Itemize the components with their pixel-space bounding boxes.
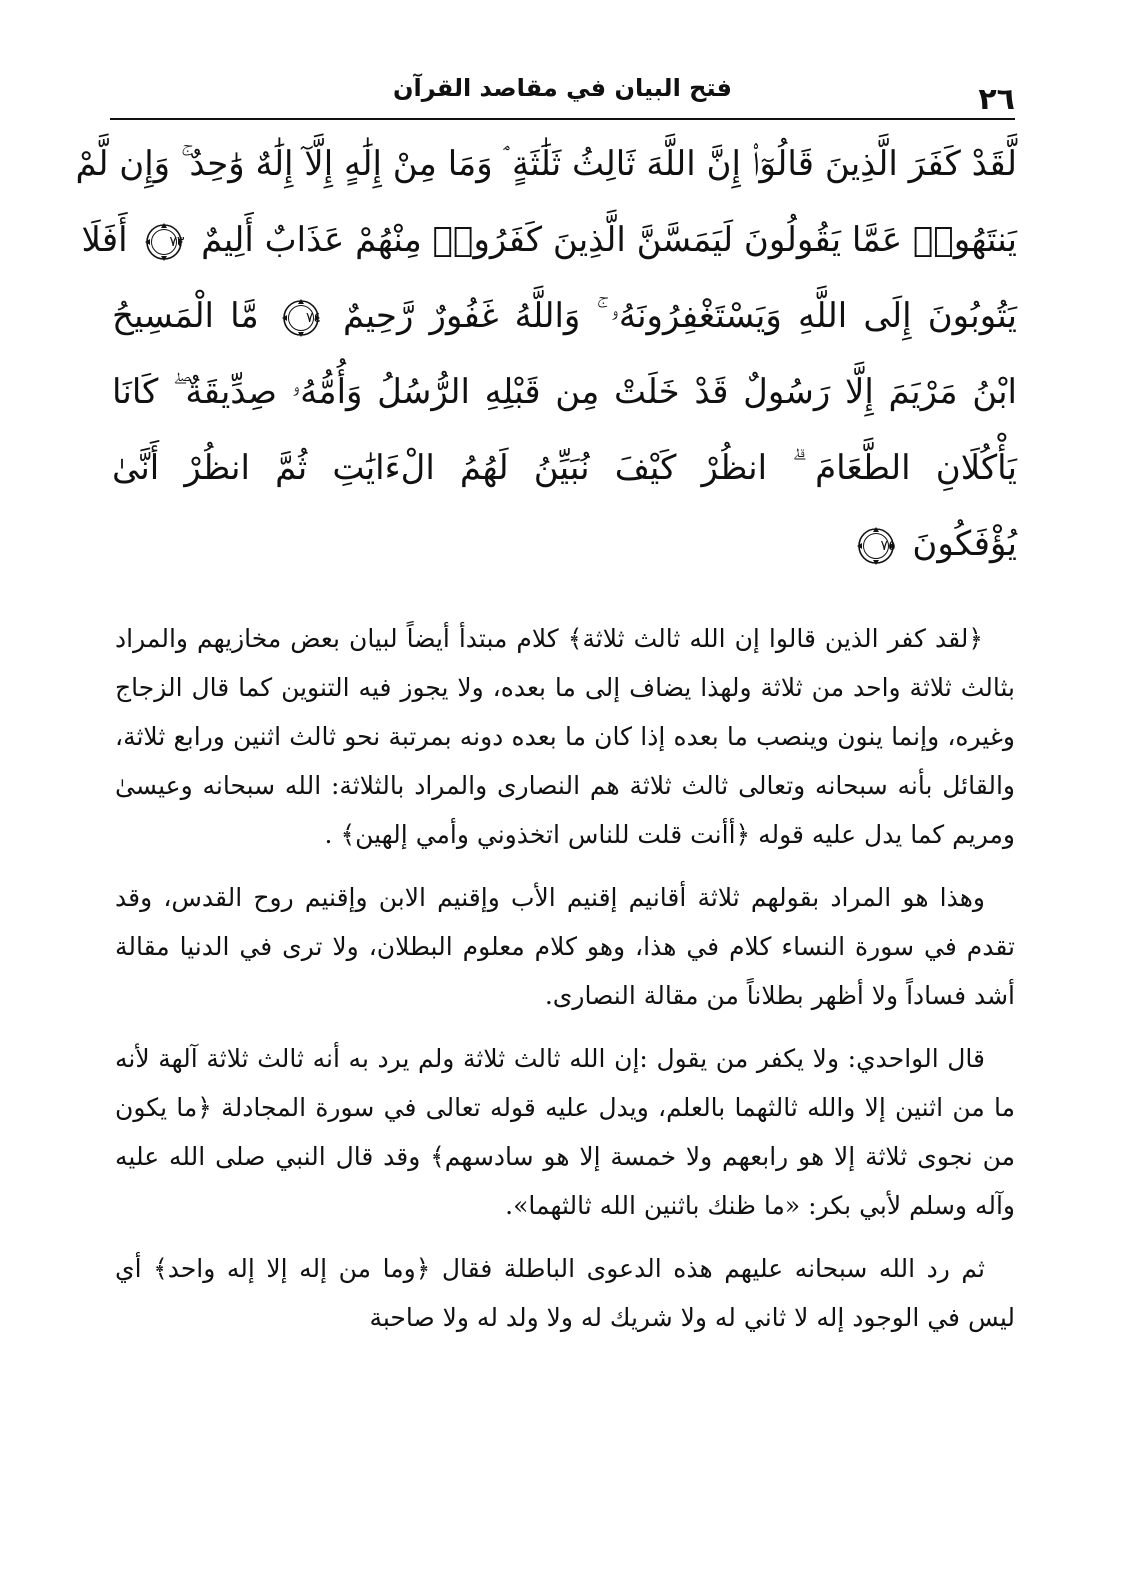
verse-text: يَتُوبُونَ إِلَى اللَّهِ وَيَسْتَغْفِرُونَهُۥ ۚ وَاللَّهُ غَفُورٌ رَّحِيمٌ	[343, 296, 1017, 336]
commentary-paragraph: وهذا هو المراد بقولهم ثلاثة أقانيم إقنيم الأب وإقنيم الابن وإقنيم روح القدس، وقد تقدم في سورة النساء كلام في هذا، وهو كلام معلوم البطلان، ولا ترى في الدنيا مقالة أشد فساداً ولا أظهر بطلاناً من مقالة النصارى.	[115, 883, 1015, 1010]
quran-line	[112, 506, 1017, 582]
verse-text: لَّقَدْ كَفَرَ الَّذِينَ قَالُوٓا۟ إِنَّ اللَّهَ ثَالِثُ ثَلَٰثَةٍ ۘ وَمَا مِنْ إِلَٰهٍ إِلَّآ إِلَٰهٌ وَٰحِدٌ ۚ وَإِن لَّمْ	[75, 144, 1017, 184]
verse-text: يَأْكُلَانِ الطَّعَامَ ۗ انظُرْ كَيْفَ نُبَيِّنُ لَهُمُ الْءَايَٰتِ ثُمَّ انظُرْ أَنَّىٰ	[112, 448, 1017, 488]
verse-text: يُؤْفَكُونَ	[912, 524, 1017, 564]
quran-line	[112, 278, 1017, 354]
quran-verses	[75, 126, 1017, 582]
quran-line	[112, 430, 1017, 506]
page-number: ٢٦	[978, 82, 1015, 117]
ayah-number-marker	[856, 526, 896, 566]
verse-text: يَنتَهُوا۟ عَمَّا يَقُولُونَ لَيَمَسَّنَّ الَّذِينَ كَفَرُوا۟ مِنْهُمْ عَذَابٌ أَلِيمٌ	[201, 220, 1017, 260]
verse-text: مَّا الْمَسِيحُ	[112, 296, 259, 336]
ayah-number: ٧٥	[880, 538, 896, 554]
commentary-text	[115, 614, 1015, 1356]
ayah-number-marker	[281, 298, 321, 338]
running-header	[110, 62, 1015, 120]
quran-line	[112, 354, 1017, 430]
commentary-paragraph: ثم رد الله سبحانه عليهم هذه الدعوى الباطلة فقال ﴿وما من إله إلا إله واحد﴾ أي ليس في الوجود إله لا ثاني له ولا شريك له ولا ولد له ولا صاحبة	[115, 1254, 1015, 1332]
ayah-number: ٧٣	[169, 234, 185, 250]
ayah-number-marker	[144, 222, 184, 262]
book-title: فتح البيان في مقاصد القرآن	[393, 74, 732, 102]
commentary-paragraph: ﴿لقد كفر الذين قالوا إن الله ثالث ثلاثة﴾ كلام مبتدأ أيضاً لبيان بعض مخازيهم والمراد بثالث ثلاثة واحد من ثلاثة ولهذا يضاف إلى ما بعده، ولا يجوز فيه التنوين كما قال الزجاج وغيره، وإنما ينون وينصب ما بعده إذا كان ما بعده دونه بمرتبة نحو ثالث اثنين ورابع ثلاثة، والقائل بأنه سبحانه وتعالى ثالث ثلاثة هم النصارى والمراد بالثلاثة: الله سبحانه وعيسىٰ ومريم كما يدل عليه قوله ﴿أأنت قلت للناس اتخذوني وأمي إلهين﴾ .	[115, 624, 1015, 849]
verse-text: ابْنُ مَرْيَمَ إِلَّا رَسُولٌ قَدْ خَلَتْ مِن قَبْلِهِ الرُّسُلُ وَأُمُّهُۥ صِدِّيقَةٌ ۖ كَانَا	[112, 372, 1017, 412]
quran-line	[75, 126, 1017, 202]
quran-line	[81, 202, 1017, 278]
commentary-paragraph: قال الواحدي: ولا يكفر من يقول :إن الله ثالث ثلاثة ولم يرد به أنه ثالث ثلاثة آلهة لأنه ما من اثنين إلا والله ثالثهما بالعلم، ويدل عليه قوله تعالى في سورة المجادلة ﴿ما يكون من نجوى ثلاثة إلا هو رابعهم ولا خمسة إلا هو سادسهم﴾ وقد قال النبي صلى الله عليه وآله وسلم لأبي بكر: «ما ظنك باثنين الله ثالثهما».	[115, 1044, 1015, 1220]
ayah-number: ٧٤	[305, 310, 321, 326]
verse-text: أَفَلَا	[81, 220, 128, 260]
